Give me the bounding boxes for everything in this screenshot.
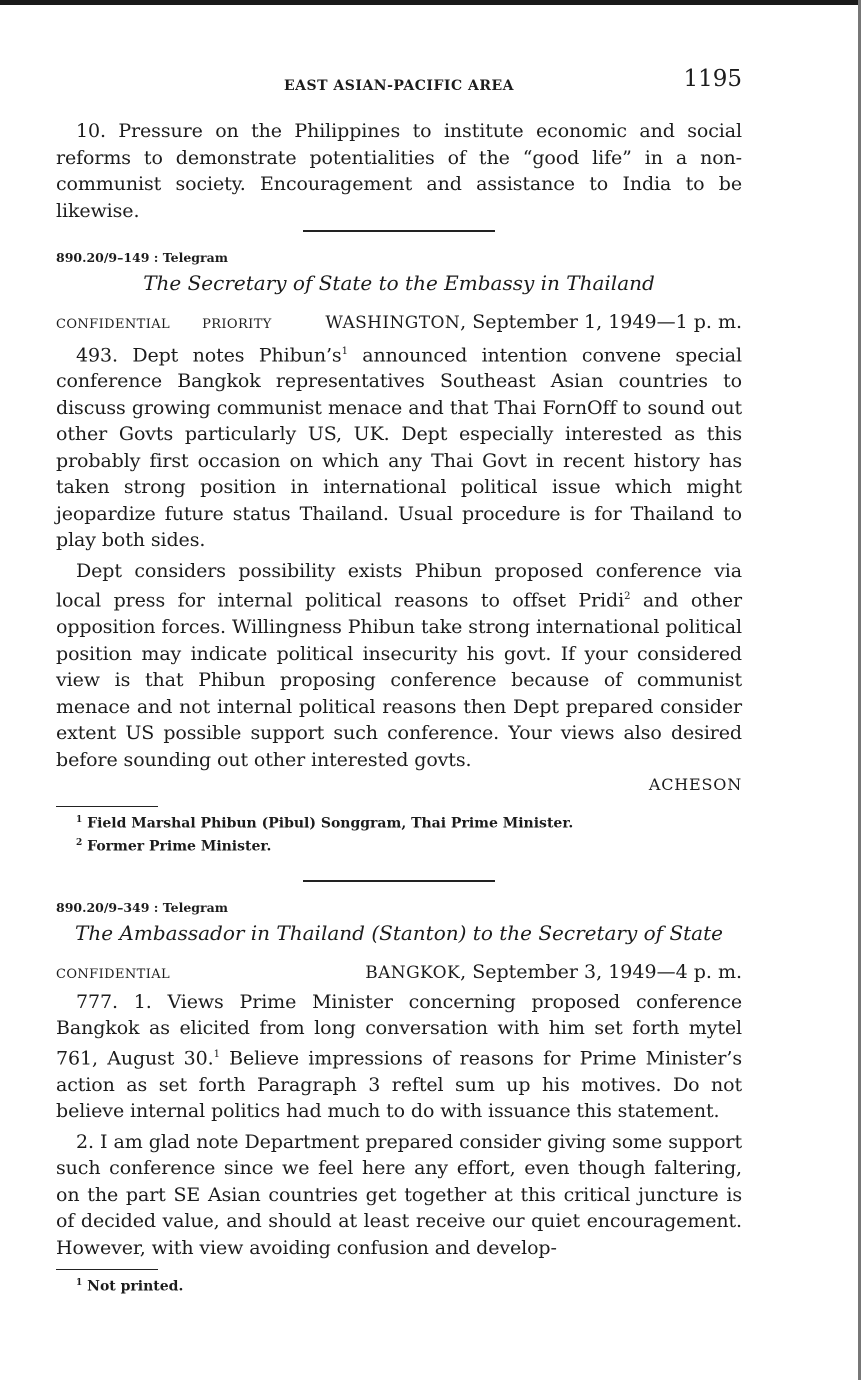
document-page [56,66,742,1297]
paragraph-text: Believe impressions of reasons for Prime Minister’s action as set forth Paragraph 3 reftel sum up his motives. Do not believe internal politics had much to do with issuance this statement. [56,1047,742,1123]
footnote-ref: 2 [624,591,631,603]
priority-marking: PRIORITY [202,316,272,332]
paragraph-text: and other opposition forces. Willingness Phibun take strong international political position may indicate political insecurity his govt. If your considered view is that Phibun proposing conference because of communist menace and not internal political reasons then Dept prepared consider extent US possible support such conference. Your views also desired before sounding out other interested govts. [56,589,742,771]
footnote-ref: 1 [213,1048,220,1060]
paragraph [56,339,742,554]
footnote-text: Field Marshal Phibun (Pibul) Songgram, Thai Prime Minister. [87,815,574,832]
footnote-ref: 1 [341,345,348,357]
footnote-mark: 2 [76,837,83,848]
place: WASHINGTON [325,312,461,333]
paragraph-text: announced intention convene special conference Bangkok representatives Southeast Asian countries to discuss growing communist menace and that Thai FornOff to sound out other Govts particularly US, UK. Dept especially interested as this probably first occasion on which any Thai Govt in recent history has taken strong position in international political issue which might jeopardize future status Thailand. Usual procedure is for Thailand to play both sides. [56,343,742,552]
file-number: 890.20/9–149 : Telegram [56,249,228,265]
date: , September 3, 1949—4 p. m. [460,960,742,983]
footnote-text: Former Prime Minister. [87,838,272,855]
dateline [56,311,742,333]
footnote-mark: 1 [76,815,83,826]
footnote [76,811,742,834]
classification: CONFIDENTIAL [56,966,171,982]
section-divider [303,880,495,882]
place: BANGKOK [365,962,461,983]
footnote-rule [56,1269,158,1270]
scan-top-edge [0,0,861,5]
page-number: 1195 [683,66,742,92]
file-number: 890.20/9–349 : Telegram [56,899,228,915]
section-divider [303,230,495,232]
dateline [56,961,742,983]
footnote-rule [56,806,158,807]
running-head: EAST ASIAN-PACIFIC AREA [283,78,515,94]
place-date [365,961,742,983]
paragraph: 2. I am glad note Department prepared consider giving some support such conference since we feel here any effort, even though faltering, on the part SE Asian countries get together at this critical juncture is of decided value, and should at least receive our quiet encouragement. However, with view avoiding confusion and develop- [56,1130,742,1259]
document-title: The Ambassador in Thailand (Stanton) to the Secretary of State [75,920,723,945]
footnote-mark: 1 [76,1278,83,1289]
place-date [325,311,742,333]
page-header [56,66,742,106]
document-2 [56,900,742,1297]
date: , September 1, 1949—1 p. m. [460,310,742,333]
intro-paragraph: 10. Pressure on the Philippines to institute economic and social reforms to demonstrate potentialities of the “good life” in a non-communist society. Encouragement and assistance to India to be likewise. [56,120,742,222]
paragraph [56,558,742,773]
paragraph-text: 493. Dept notes Phibun’s [76,343,342,366]
signature: ACHESON [648,775,742,795]
document-title: The Secretary of State to the Embassy in Thailand [143,270,655,295]
footnote-text: Not printed. [87,1278,184,1295]
footnote [76,834,742,857]
paragraph-text: Dept considers possibility exists Phibun proposed conference via local press for internal political reasons to offset Pridi [56,559,742,612]
paragraph-text: 777. 1. Views Prime Minister concerning proposed conference Bangkok as elicited from long conversation with him set forth mytel 761, August 30. [56,990,742,1070]
footnote [76,1274,742,1297]
document-1 [56,250,742,857]
classification: CONFIDENTIAL [56,316,171,332]
paragraph [56,989,742,1125]
